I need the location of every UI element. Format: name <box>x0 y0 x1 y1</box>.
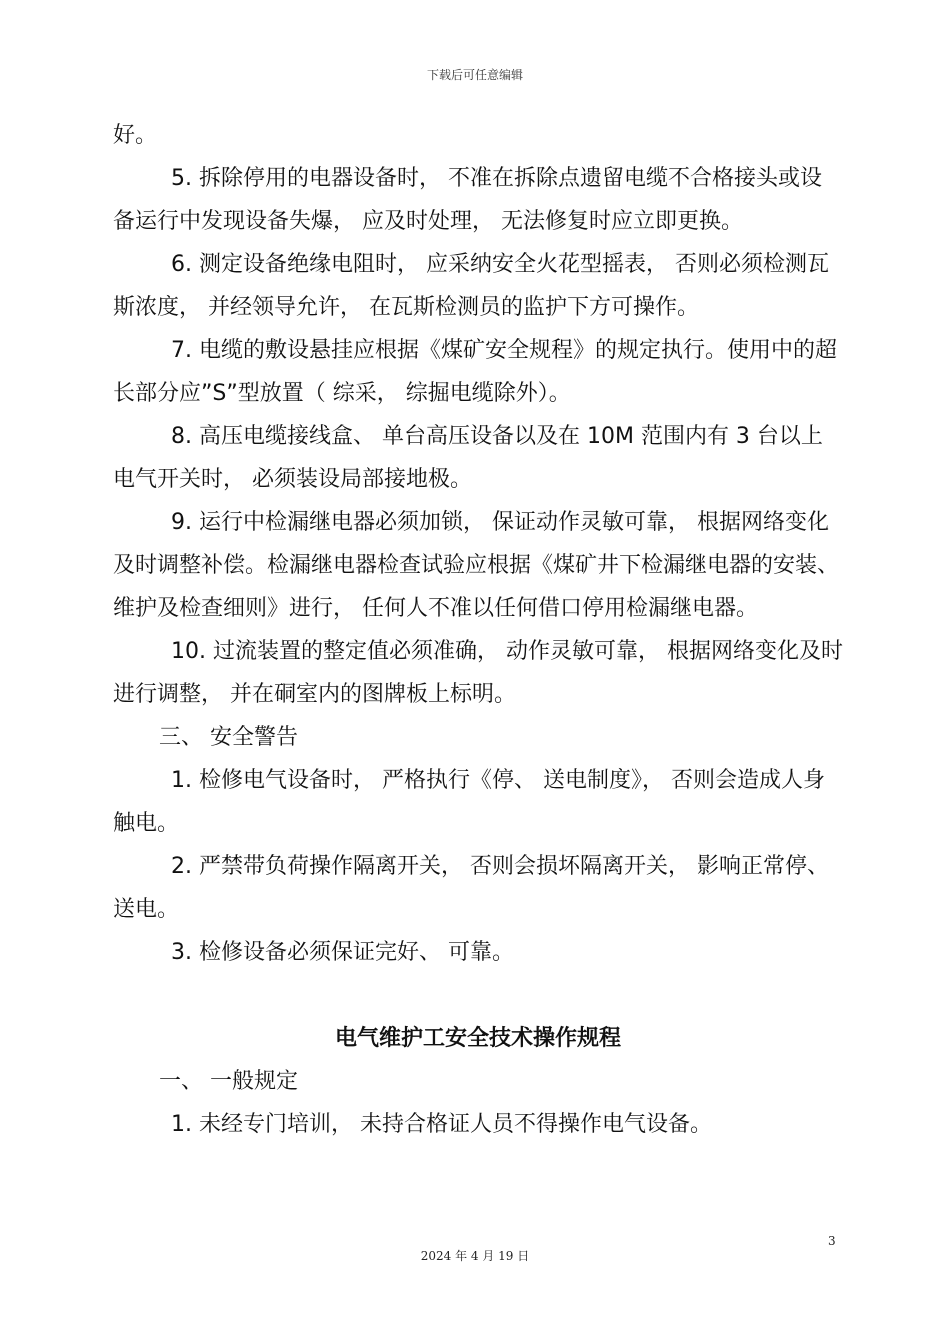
document-body <box>113 114 843 1146</box>
section-heading-safety-warning: 三、 安全警告 <box>159 725 298 750</box>
paragraph-item-9: 9. 运行中检漏继电器必须加锁， 保证动作灵敏可靠， 根据网络变化及时调整补偿。检漏继电器检查试验应根据《煤矿井下检漏继电器的安装、 维护及检查细则》进行， 任何人不准以任何借口停用检漏继电器。 <box>113 510 840 621</box>
document-title: 电气维护工安全技术操作规程 <box>334 1026 621 1051</box>
page-header: 下载后可任意编辑 <box>426 68 523 82</box>
paragraph-item-7: 7. 电缆的敷设悬挂应根据《煤矿安全规程》的规定执行。使用中的超长部分应”S”型放置（ 综采， 综掘电缆除外）。 <box>113 338 837 406</box>
paragraph-continuation: 好。 <box>113 123 158 148</box>
footer-date: 2024 年 4 月 19 日 <box>420 1249 530 1263</box>
paragraph-item-8: 8. 高压电缆接线盒、 单台高压设备以及在 10M 范围内有 3 台以上电气开关时， 必须装设局部接地极。 <box>113 424 823 492</box>
page-number: 3 <box>828 1234 836 1248</box>
warning-item-1: 1. 检修电气设备时， 严格执行《停、 送电制度》， 否则会造成人身触电。 <box>113 768 825 836</box>
paragraph-item-5: 5. 拆除停用的电器设备时， 不准在拆除点遗留电缆不合格接头或设备运行中发现设备失爆， 应及时处理， 无法修复时应立即更换。 <box>113 166 822 234</box>
paragraph-item-6: 6. 测定设备绝缘电阻时， 应采纳安全火花型摇表， 否则必须检测瓦斯浓度， 并经领导允许， 在瓦斯检测员的监护下方可操作。 <box>113 252 829 320</box>
paragraph-item-10: 10. 过流装置的整定值必须准确， 动作灵敏可靠， 根据网络变化及时进行调整， 并在硐室内的图牌板上标明。 <box>113 639 843 707</box>
warning-item-3: 3. 检修设备必须保证完好、 可靠。 <box>171 940 514 965</box>
section-heading-general-rules: 一、 一般规定 <box>159 1069 298 1094</box>
general-rule-item-1: 1. 未经专门培训， 未持合格证人员不得操作电气设备。 <box>171 1112 712 1137</box>
warning-item-2: 2. 严禁带负荷操作隔离开关， 否则会损坏隔离开关， 影响正常停、 送电。 <box>113 854 829 922</box>
